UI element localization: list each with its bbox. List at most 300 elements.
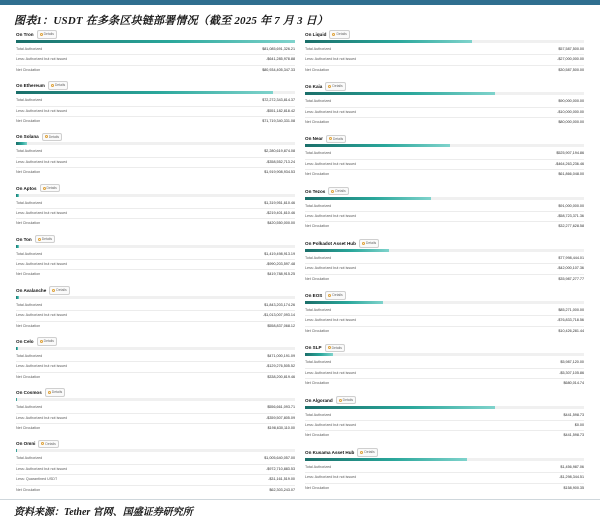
figure-row-value: $158,900.35 [563,485,584,490]
info-circle-icon [339,399,342,402]
figure-row-label: Net Circulation [16,170,41,175]
figure-row-value: $90,000,000.00 [558,99,584,104]
chain-name: On Cosmos [16,390,42,396]
details-badge[interactable] [42,133,62,142]
chain-card [14,439,297,497]
figure-row-value: $57,587,500.00 [558,47,584,51]
table-row [16,301,295,311]
chain-card-header [16,132,297,141]
info-circle-icon [52,289,55,292]
chain-name: On SLP [305,345,322,351]
chain-name: On EOS [305,293,323,299]
details-badge[interactable] [357,448,377,457]
source-label: 资料来源： [14,507,64,518]
chain-card [303,187,586,235]
figure-row-label: Less: Authorized but not issued [305,422,357,427]
figure-row-value: $1,919,908,934.53 [264,170,295,175]
info-circle-icon [329,137,332,140]
chain-share-bar-fill [16,296,19,299]
figure-row-label: Net Circulation [305,276,330,281]
chain-name: On Liquid [305,32,327,37]
details-badge-label: Details [54,83,66,88]
details-badge[interactable] [336,396,356,405]
figure-row-label: Net Circulation [305,67,330,72]
figure-row-label: Total Authorized [305,360,332,365]
table-row [305,264,584,274]
chain-share-bar-fill [305,92,495,95]
chain-figures [16,96,295,126]
chain-card [14,132,297,179]
chain-name: On Avalanche [16,287,47,293]
chains-column-right [303,30,586,496]
figure-row-value: $1,456,987.06 [560,464,584,469]
table-row [16,311,295,321]
chain-card-header [305,448,586,457]
figure-row-label: Total Authorized [305,255,332,260]
table-row [305,421,584,431]
chain-card [303,82,586,130]
chain-share-bar-track [305,40,584,43]
figure-row-label: Total Authorized [16,251,43,256]
figure-row-label: Total Authorized [16,98,43,103]
table-row [16,66,295,75]
chain-name: On Omni [16,441,36,447]
chain-figures [305,306,584,336]
chain-share-bar-track [305,406,584,409]
chain-figures [305,97,584,127]
details-badge-label: Details [365,241,377,246]
chain-share-bar-fill [16,40,295,43]
figure-row-value: $680,014.74 [563,381,584,386]
figure-row-label: Total Authorized [305,47,332,51]
info-circle-icon [328,85,331,88]
chains-column-left [14,30,297,496]
details-badge[interactable] [35,235,55,244]
chain-share-bar-track [305,249,584,252]
chain-name: On Algorand [305,397,333,403]
chain-card-header [16,30,297,39]
table-row [305,316,584,326]
info-circle-icon [40,340,43,343]
table-row [16,45,295,55]
figure-row-value: -$42,000,107.36 [557,266,584,271]
chain-card [14,184,297,231]
info-circle-icon [38,238,41,241]
info-circle-icon [360,451,363,454]
figure-row-value: -$358,552,713.24 [266,159,295,164]
figure-row-label: Less: Authorized but not issued [16,210,68,215]
figure-row-value: -$551,182,818.42 [266,108,295,113]
figure-row-value: -$27,000,000.00 [557,57,584,62]
figure-row-label: Total Authorized [16,302,43,307]
details-badge-label: Details [46,185,57,190]
figure-row-label: Net Circulation [16,323,41,328]
chain-share-bar-fill [16,142,27,145]
table-row [16,117,295,126]
chain-figures [305,411,584,441]
chain-figures [16,250,295,280]
details-badge-label: Details [331,345,342,350]
chain-card [14,235,297,282]
details-badge[interactable] [329,30,349,39]
chain-share-bar-fill [16,194,19,197]
details-badge[interactable] [48,81,68,90]
figure-row-label: Less: Authorized but not issued [305,370,357,375]
table-row [16,158,295,168]
details-badge-label: Details [332,136,344,141]
table-row [305,379,584,388]
chain-share-bar-fill [305,144,450,147]
chain-name: On Tezos [305,188,326,194]
chain-figures [305,45,584,75]
table-row [16,352,295,362]
figure-row-label: Less: Authorized but not issued [16,466,68,471]
details-badge-label: Details [41,236,53,241]
figure-row-label: Net Circulation [305,433,330,438]
table-row [16,168,295,177]
chain-share-bar-fill [305,197,431,200]
chain-share-bar-track [16,194,295,197]
figure-row-value: $441,598.73 [563,412,584,417]
table-row [305,484,584,493]
details-badge[interactable] [37,30,57,39]
figure-row-label: Less: Authorized but not issued [16,313,68,318]
figure-row-value: $80,000,000.00 [558,120,584,124]
figure-row-value: -$464,263,236.46 [555,161,584,166]
chain-share-bar-track [305,353,584,356]
table-row [16,475,295,485]
chain-share-bar-fill [16,347,18,350]
table-row [16,147,295,157]
chain-name: On Polkadot Asset Hub [305,240,356,246]
chain-card [14,30,297,77]
chain-card-header [305,30,586,39]
figure-row-label: Less: Authorized but not issued [16,108,68,113]
figure-row-value: $32,277,628.58 [558,224,584,229]
figure-row-label: Total Authorized [305,151,332,156]
figure-row-value: $198,630,110.00 [267,425,295,430]
table-row [305,45,584,55]
figure-row-value: $556,661,093.71 [267,405,295,410]
figure-row-value: $1,419,498,913.19 [264,251,295,256]
figure-row-label: Total Authorized [305,412,332,417]
chain-share-bar-fill [305,40,472,43]
chain-figures [305,254,584,284]
table-row [16,403,295,413]
chain-card [14,388,297,435]
table-row [16,96,295,106]
chain-share-bar-track [16,91,295,94]
figure-row-value: $558,837,068.12 [267,323,295,328]
figure-title [14,12,328,28]
table-row [305,411,584,421]
table-row [305,97,584,107]
table-row [305,149,584,159]
details-badge[interactable] [45,388,65,397]
figure-row-value: $0.00 [574,422,584,427]
table-row [305,327,584,336]
figure-row-label: Less: Authorized but not issued [16,262,68,267]
figure-row-value: -$76,833,718.56 [557,318,584,323]
details-badge-label: Details [48,134,60,139]
chain-card [14,337,297,384]
chain-figures [16,403,295,433]
table-row [305,170,584,179]
figure-row-label: Total Authorized [16,405,43,410]
chain-figures [16,301,295,331]
chain-card-header [16,439,297,448]
details-badge[interactable] [37,337,57,346]
chain-name: On Aptos [16,185,37,191]
chain-share-bar-fill [16,398,17,401]
figure-row-label: Net Circulation [16,425,41,430]
table-row [16,55,295,65]
chain-card [303,396,586,444]
figure-row-value: -$58,723,371.36 [557,214,584,219]
figure-row-label: Less: Authorized but not issued [305,109,357,114]
chain-figures [16,147,295,177]
chain-share-bar-track [305,144,584,147]
details-badge[interactable] [325,82,345,91]
figure-row-value: $91,000,000.00 [558,203,584,208]
figure-row-value: $81,085,691,326.21 [262,47,295,51]
figure-row-label: Net Circulation [305,224,330,229]
figure-row-value: $471,000,191.09 [267,354,295,359]
figure-row-value: $85,271,000.00 [558,308,584,313]
figure-row-label: Less: Quarantined USDT [16,477,58,482]
chain-card-header [305,134,586,143]
figure-row-value: $1,005,640,057.00 [264,456,295,461]
table-row [305,160,584,170]
chain-name: On Near [305,136,323,142]
details-badge[interactable] [49,286,69,295]
table-row [305,254,584,264]
chain-share-bar-fill [305,301,383,304]
chain-name: On Kusama Asset Hub [305,449,355,455]
chain-card-header [16,184,297,193]
figure-row-value: $77,998,444.01 [558,255,584,260]
figure-row-label: Less: Authorized but not issued [305,475,357,480]
figure-row-label: Less: Authorized but not issued [305,266,357,271]
table-row [305,108,584,118]
details-badge-label: Details [56,288,67,293]
details-badge-label: Details [364,450,375,454]
chain-card-header [16,235,297,244]
chain-figures [305,463,584,493]
figure-row-value: $5,987,120.00 [560,360,584,365]
details-badge-label: Details [335,188,346,193]
chain-share-bar-fill [16,449,17,452]
details-badge[interactable] [359,239,379,248]
chain-name: On Tron [16,32,34,37]
figure-row-value: -$219,401,610.46 [266,210,295,215]
chain-card [303,291,586,339]
table-row [305,369,584,379]
figure-row-label: Net Circulation [305,120,330,124]
figure-row-label: Net Circulation [16,221,41,226]
chain-share-bar-track [305,301,584,304]
details-badge-label: Details [51,390,63,395]
chain-card-header [305,82,586,91]
chain-card-header [305,239,586,248]
figure-row-value: $71,719,340,331.08 [262,118,295,123]
table-row [16,465,295,475]
figure-row-value: -$5,307,105.86 [559,370,584,375]
figure-row-value: -$129,276,505.52 [266,364,295,369]
figure-row-value: $419,788,915.25 [267,272,295,277]
chain-name: On Ton [16,236,32,242]
chain-figures [305,358,584,388]
figure-row-value: -$359,507,805.09 [266,415,295,420]
details-badge[interactable] [325,291,345,300]
table-row [16,454,295,464]
chains-panel [14,30,586,496]
figure-row-value: $420,550,000.00 [267,221,295,226]
figure-row-value: $441,598.73 [563,433,584,438]
details-badge[interactable] [38,440,58,449]
chain-share-bar-track [16,40,295,43]
figure-row-label: Total Authorized [16,149,43,154]
chain-name: On Solana [16,134,39,140]
chain-card-header [16,286,297,295]
chain-figures [16,352,295,382]
figure-row-label: Total Authorized [16,354,43,359]
table-row [16,219,295,228]
figure-row-label: Less: Authorized but not issued [16,159,68,164]
figure-title-text: USDT 在多条区块链部署情况（截至 2025 年 7 月 3 日） [53,15,329,27]
figure-row-label: Net Circulation [16,487,41,492]
table-row [16,486,295,495]
chain-share-bar-fill [16,91,273,94]
info-circle-icon [51,84,54,87]
figure-row-label: Less: Authorized but not issued [305,57,357,62]
table-row [305,275,584,284]
figure-row-value: -$990,203,597.48 [266,262,295,267]
table-row [305,212,584,222]
chain-card-header [305,343,586,352]
chain-card-header [16,388,297,397]
table-row [305,118,584,127]
details-badge-label: Details [45,441,56,446]
details-badge[interactable] [326,135,346,144]
details-badge-label: Details [332,84,343,89]
info-circle-icon [328,294,331,297]
header-rule [0,0,600,5]
figure-row-value: $1,319,951,610.46 [264,200,295,205]
figure-row-value: $1,843,203,174.26 [264,302,295,307]
table-row [305,55,584,65]
table-row [16,424,295,433]
chain-card-header [16,337,297,346]
figure-row-label: Less: Authorized but not issued [16,57,68,62]
figure-row-label: Net Circulation [16,67,41,72]
figure-row-label: Net Circulation [16,374,41,379]
chain-share-bar-track [16,245,295,248]
source-note [14,503,193,518]
chain-share-bar-fill [305,249,389,252]
figure-row-label: Total Authorized [305,308,332,313]
figure-row-value: -$1,013,007,093.14 [263,313,295,318]
chain-figures [305,202,584,232]
chain-name: On Kaia [305,84,323,90]
chain-card-header [16,81,297,90]
chain-share-bar-track [16,142,295,145]
chain-share-bar-track [305,197,584,200]
table-row [16,260,295,270]
table-row [16,414,295,424]
chain-share-bar-fill [305,406,495,409]
figure-row-value: $61,866,048.00 [558,172,584,177]
source-text: Tether 官网、国盛证券研究所 [64,507,193,518]
table-row [16,199,295,209]
figure-row-label: Net Circulation [305,381,330,386]
details-badge[interactable] [40,184,60,193]
figure-row-value: $338,200,819.46 [267,374,295,379]
details-badge[interactable] [325,344,345,353]
figure-row-value: $525,907,194.86 [556,151,584,156]
table-row [16,362,295,372]
figure-row-label: Net Circulation [305,172,330,177]
figure-row-value: -$972,710,883.53 [266,466,295,471]
table-row [16,250,295,260]
details-badge-label: Details [43,32,54,37]
chain-card-header [305,187,586,196]
table-row [305,306,584,316]
table-row [305,222,584,231]
chain-card-header [305,291,586,300]
figure-row-value: -$1,298,344.51 [559,475,584,480]
figure-row-value: $2,280,619,874.08 [264,149,295,154]
table-row [305,473,584,483]
figure-row-value: -$31,161,519.00 [268,477,295,482]
figure-row-value: $10,426,281.44 [558,328,584,333]
chain-card [303,343,586,391]
info-circle-icon [45,135,48,138]
figure-row-label: Total Authorized [16,47,43,51]
chain-share-bar-track [305,458,584,461]
chain-card [303,448,586,496]
details-badge-label: Details [342,397,354,402]
chain-figures [16,454,295,495]
figure-row-value: -$641,285,978.88 [266,57,295,62]
details-badge-label: Details [332,293,343,298]
info-circle-icon [48,391,51,394]
chain-figures [16,45,295,75]
figure-row-label: Less: Authorized but not issued [16,415,68,420]
figure-row-label: Total Authorized [16,456,43,461]
chain-share-bar-track [16,296,295,299]
chain-share-bar-fill [16,245,19,248]
figure-row-label: Less: Authorized but not issued [305,161,357,166]
figure-row-value: $30,587,500.00 [558,67,584,72]
chain-card [303,30,586,78]
table-row [305,66,584,75]
figure-row-label: Total Authorized [16,200,43,205]
info-circle-icon [41,442,44,445]
details-badge-label: Details [336,32,347,37]
figure-row-label: Less: Authorized but not issued [16,364,68,369]
info-circle-icon [328,346,331,349]
details-badge[interactable] [328,187,348,196]
table-row [16,270,295,279]
chain-share-bar-track [305,92,584,95]
info-circle-icon [332,33,335,36]
chain-card [303,134,586,182]
figure-row-label: Less: Authorized but not issued [305,318,357,323]
table-row [16,322,295,331]
figure-row-value: $72,272,343,814.37 [262,98,295,103]
chain-card [303,239,586,287]
